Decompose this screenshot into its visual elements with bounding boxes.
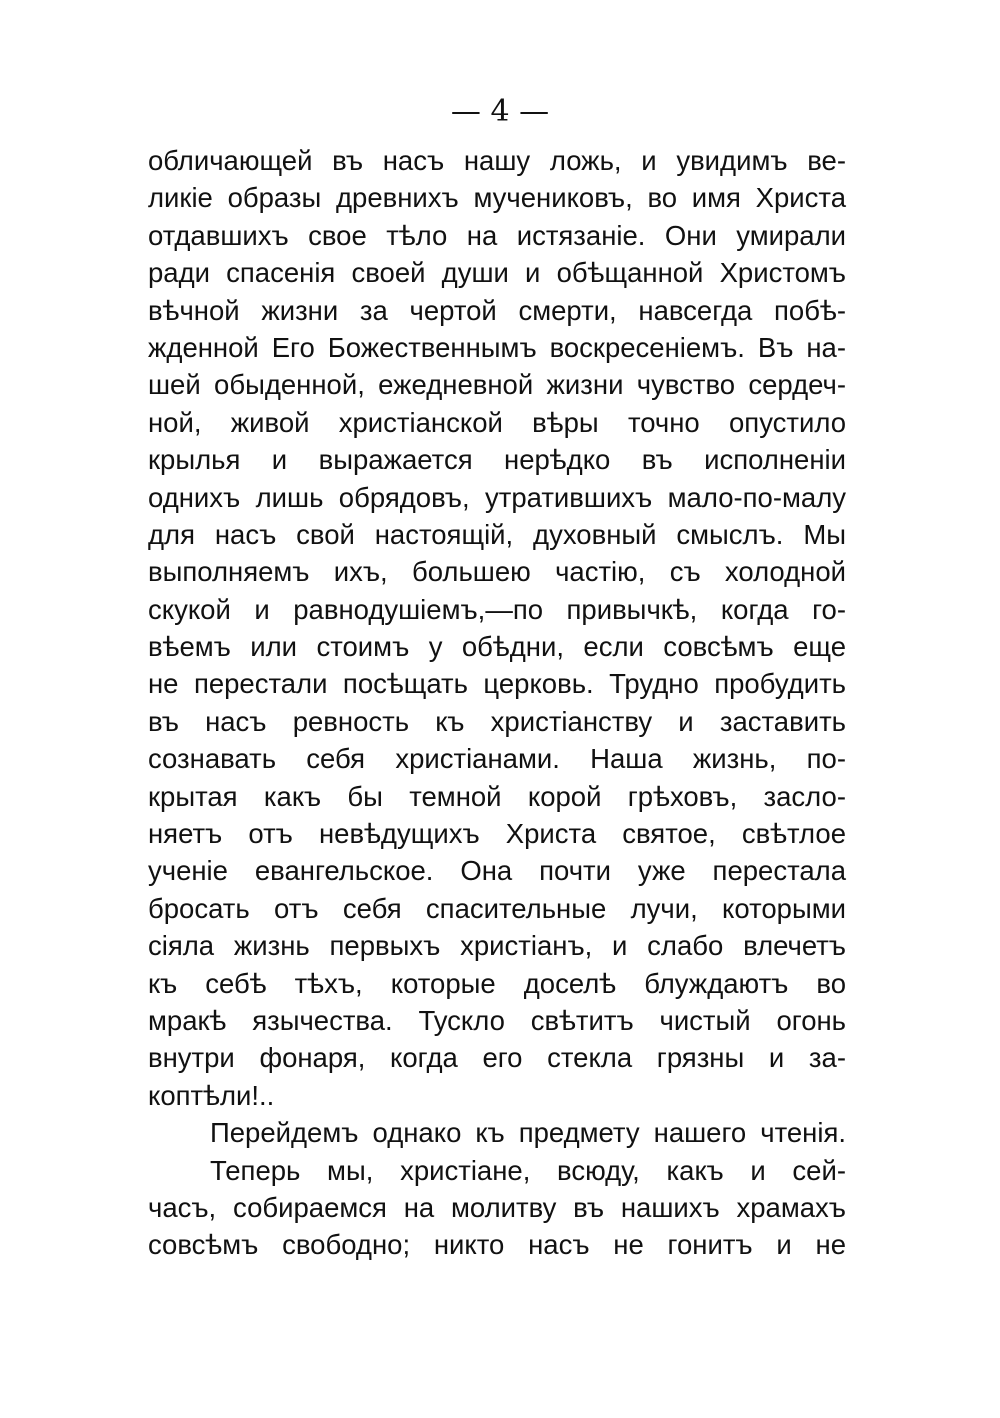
text-line: коптѣли!.. <box>148 1079 275 1111</box>
text-line: отдавшихъ свое тѣло на истязанie. Они умирали <box>148 219 846 251</box>
text-line: Перейдемъ однако къ предмету нашего чтенiя. <box>210 1117 846 1149</box>
text-line: мракѣ язычества. Тускло свѣтитъ чистый огонь <box>148 1004 846 1036</box>
text-line: ной, живой христiанской вѣры точно опустило <box>148 406 846 438</box>
text-line: ликie образы древнихъ мучениковъ, во имя Христа <box>148 182 846 214</box>
text-line: крылья и выражается нерѣдко въ исполненiи <box>148 444 846 476</box>
text-line: крытая какъ бы темной корой грѣховъ, засло- <box>148 780 846 812</box>
text-line: няетъ отъ невѣдущихъ Христа святое, свѣтлое <box>148 818 846 850</box>
text-line: въ насъ ревность къ христiанству и заставить <box>148 705 846 737</box>
text-line: сiяла жизнь первыхъ христiанъ, и слабо влечетъ <box>148 930 846 962</box>
text-line: шей обыденной, ежедневной жизни чувство сердеч- <box>148 369 846 401</box>
text-line: скукой и равнодушiемъ,—по привычкѣ, когда го- <box>148 593 846 625</box>
text-line: не перестали посѣщать церковь. Трудно пробудить <box>148 668 846 700</box>
text-line: внутри фонаря, когда его стекла грязны и за- <box>148 1042 846 1074</box>
text-line: часъ, собираемся на молитву въ нашихъ храмахъ <box>148 1191 846 1223</box>
text-line: ученie евангельское. Она почти уже перестала <box>148 855 846 887</box>
text-line: къ себѣ тѣхъ, которые доселѣ блуждаютъ во <box>148 967 846 999</box>
text-line: бросать отъ себя спасительные лучи, которыми <box>148 892 846 924</box>
text-line: вѣемъ или стоимъ у обѣдни, если совсѣмъ еще <box>148 631 846 663</box>
text-line: однихъ лишь обрядовъ, утратившихъ мало-по-малу <box>148 481 846 513</box>
body-text <box>148 142 846 1264</box>
text-line: сознавать себя христiанами. Наша жизнь, по- <box>148 743 846 775</box>
text-line: вѣчной жизни за чертой смерти, навсегда побѣ- <box>148 294 846 326</box>
text-line: выполняемъ ихъ, большею частiю, съ холодной <box>148 556 846 588</box>
text-line: Теперь мы, христiане, всюду, какъ и сей- <box>210 1154 846 1186</box>
text-line: жденной Его Божественнымъ воскресенiемъ. Въ на- <box>148 331 846 363</box>
text-line: обличающей въ насъ нашу ложь, и увидимъ ве- <box>148 145 846 176</box>
text-line: для насъ свой настоящiй, духовный смыслъ. Мы <box>148 518 846 550</box>
page-number: — 4 — <box>450 94 550 129</box>
text-line: ради спасенiя своей души и обѣщанной Христомъ <box>148 257 846 289</box>
text-line: совсѣмъ свободно; никто насъ не гонитъ и не <box>148 1229 846 1261</box>
